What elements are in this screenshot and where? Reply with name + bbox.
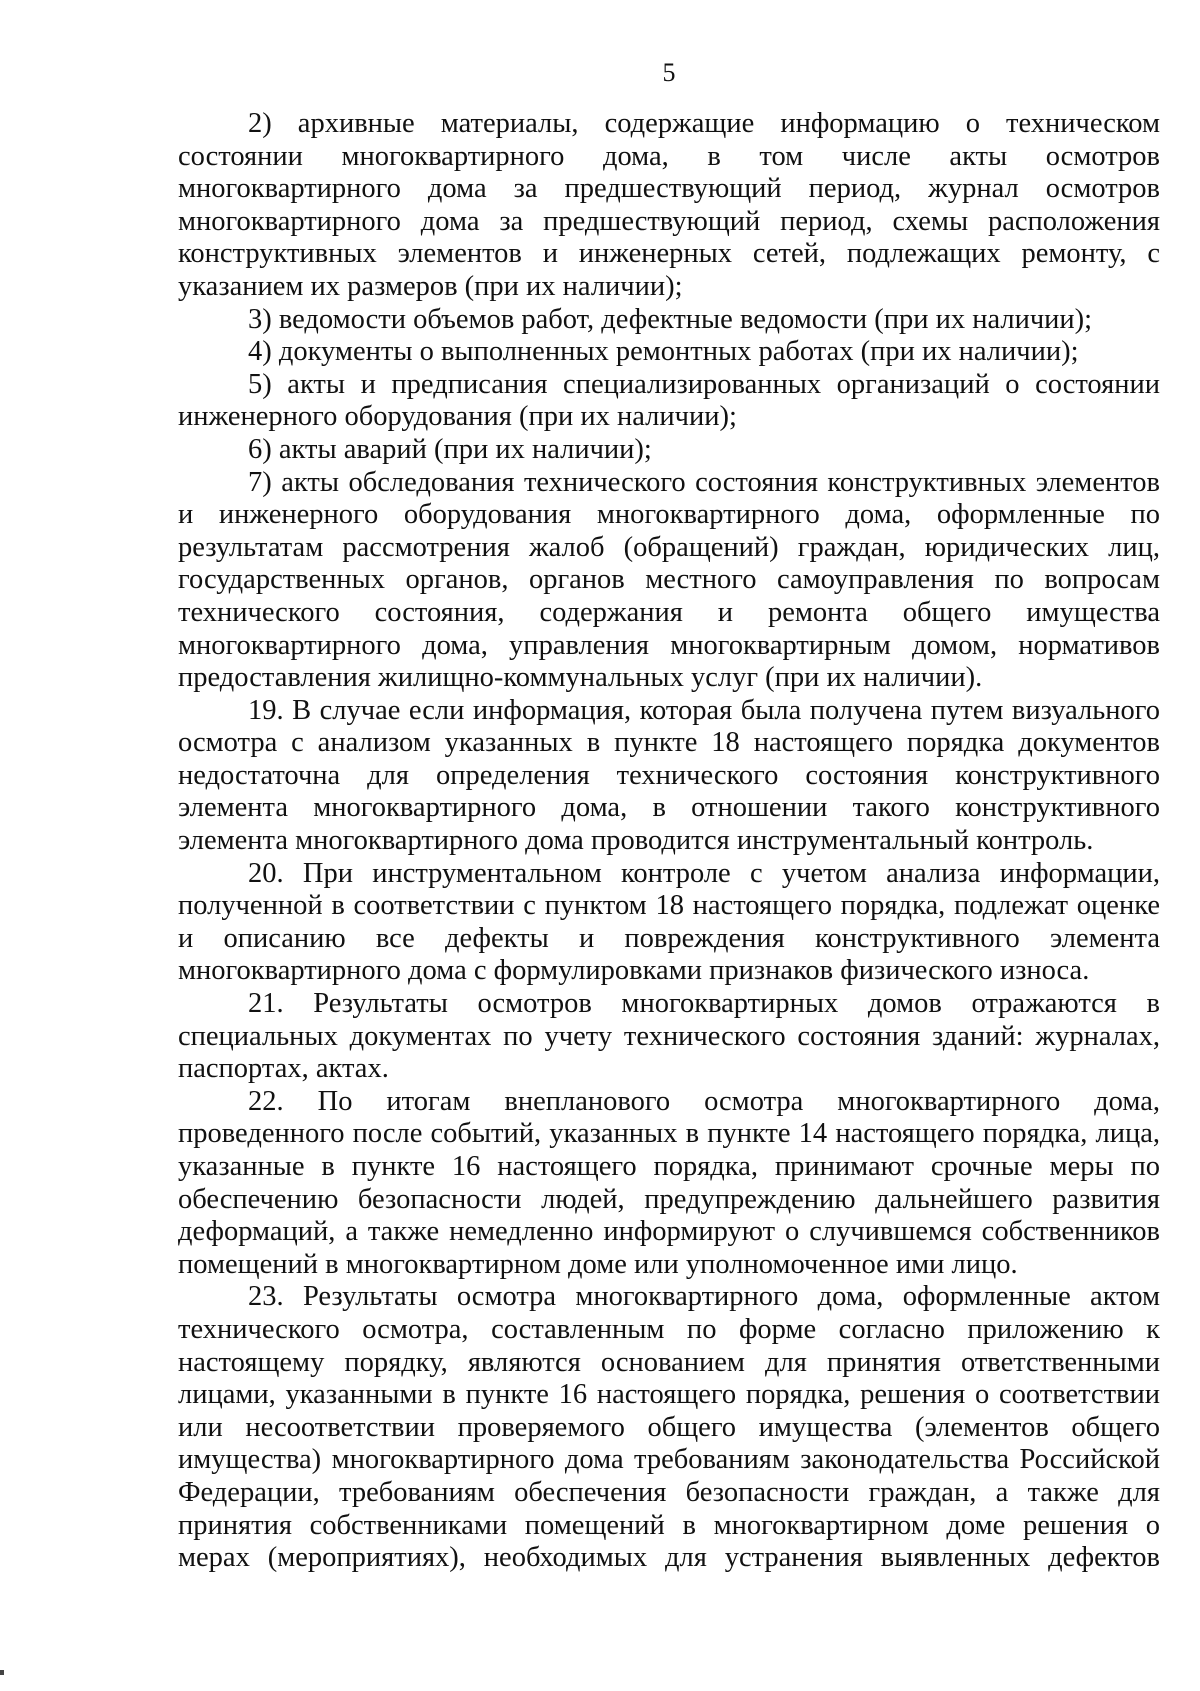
page-number: 5 [662, 58, 676, 87]
paragraph-section-19: 19. В случае если информация, которая была получена путем визуального осмотра с анализом указанных в пункте 18 настоящего порядка документов недостаточна для определения технического состояния конструктивного элемента многоквартирного дома, в отношении такого конструктивного элемента многоквартирного дома проводится инструментальный контроль. [178, 694, 1160, 857]
paragraph-item-6: 6) акты аварий (при их наличии); [248, 433, 652, 465]
paragraph-item-4: 4) документы о выполненных ремонтных работах (при их наличии); [248, 336, 1079, 368]
paragraph-section-21: 21. Результаты осмотров многоквартирных домов отражаются в специальных документах по учету технического состояния зданий: журналах, паспортах, актах. [178, 988, 1160, 1085]
paragraph-section-22: 22. По итогам внепланового осмотра многоквартирного дома, проведенного после событий, указанных в пункте 14 настоящего порядка, лица, указанные в пункте 16 настоящего порядка, принимают срочные меры по обеспечению безопасности людей, предупреждению дальнейшего развития деформаций, а также немедленно информируют о случившемся собственников помещений в многоквартирном доме или уполномоченное ими лицо. [178, 1085, 1160, 1280]
paragraph-item-3: 3) ведомости объемов работ, дефектные ведомости (при их наличии); [248, 303, 1093, 335]
scan-edge-mark [0, 1670, 4, 1675]
paragraph-section-20: 20. При инструментальном контроле с учетом анализа информации, полученной в соответствии с пунктом 18 настоящего порядка, подлежат оценке и описанию все дефекты и повреждения конструктивного элемента многоквартирного дома с формулировками признаков физического износа. [178, 857, 1160, 987]
document-body [178, 108, 1160, 1575]
paragraph-item-7: 7) акты обследования технического состояния конструктивных элементов и инженерного оборудования многоквартирного дома, оформленные по результатам рассмотрения жалоб (обращений) граждан, юридических лиц, государственных органов, органов местного самоуправления по вопросам технического состояния, содержания и ремонта общего имущества многоквартирного дома, управления многоквартирным домом, нормативов предоставления жилищно-коммунальных услуг (при их наличии). [178, 466, 1160, 694]
paragraph-item-2: 2) архивные материалы, содержащие информацию о техническом состоянии многоквартирного дома, в том числе акты осмотров многоквартирного дома за предшествующий период, журнал осмотров многоквартирного дома за предшествующий период, схемы расположения конструктивных элементов и инженерных сетей, подлежащих ремонту, с указанием их размеров (при их наличии); [178, 108, 1160, 302]
paragraph-item-5: 5) акты и предписания специализированных организаций о состоянии инженерного оборудования (при их наличии); [178, 368, 1160, 433]
paragraph-section-23: 23. Результаты осмотра многоквартирного дома, оформленные актом технического осмотра, составленным по форме согласно приложению к настоящему порядку, являются основанием для принятия ответственными лицами, указанными в пункте 16 настоящего порядка, решения о соответствии или несоответствии проверяемого общего имущества (элементов общего имущества) многоквартирного дома требованиям законодательства Российской Федерации, требованиям обеспечения безопасности граждан, а также для принятия собственниками помещений в многоквартирном доме решения о мерах (мероприятиях), необходимых для устранения выявленных дефектов [178, 1281, 1160, 1574]
